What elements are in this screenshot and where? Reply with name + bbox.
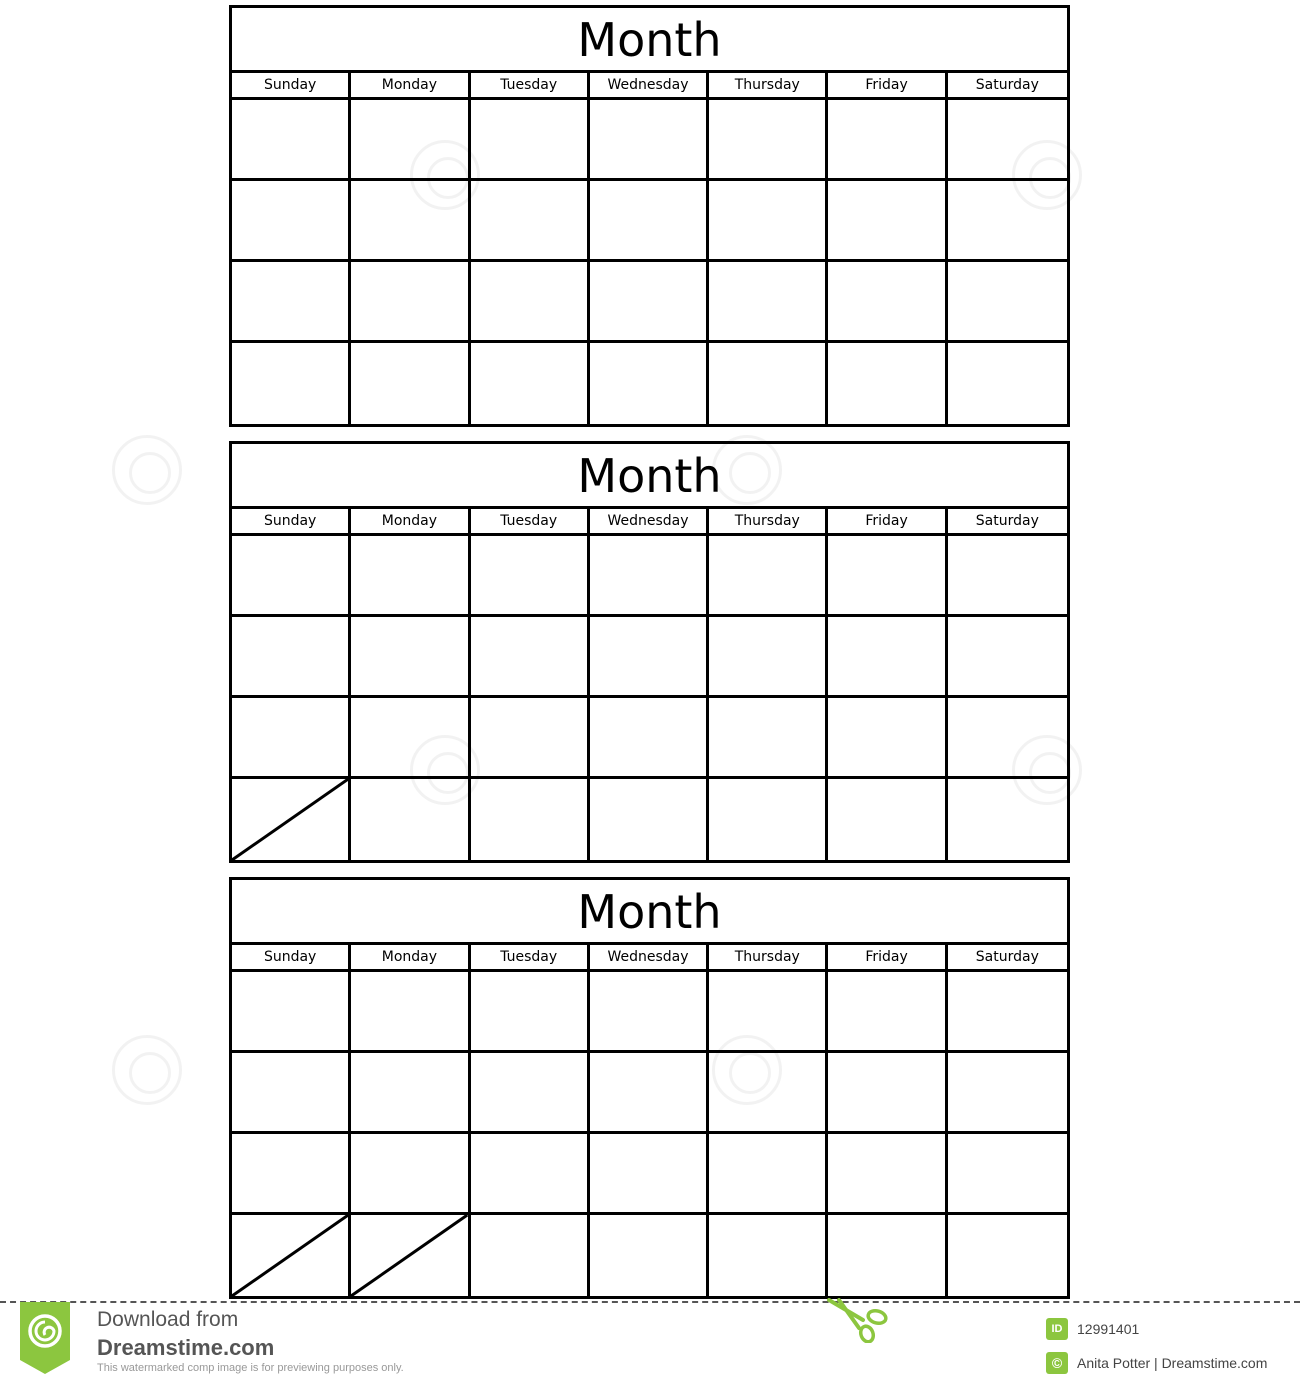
day-cell — [351, 262, 470, 343]
dreamstime-logo-icon — [20, 1302, 70, 1374]
day-cell — [351, 1053, 470, 1134]
day-cell — [948, 100, 1067, 181]
day-cell — [948, 1053, 1067, 1134]
day-cell — [590, 779, 709, 860]
day-cell — [590, 1134, 709, 1215]
day-cell — [828, 181, 947, 262]
watermark-spiral-icon — [112, 1035, 182, 1105]
day-cell — [828, 698, 947, 779]
day-cell — [828, 1053, 947, 1134]
calendar-grid — [232, 536, 1067, 860]
split-day-cell — [232, 1215, 351, 1296]
cut-line — [0, 1301, 1300, 1303]
weekday-tuesday: Tuesday — [471, 945, 590, 969]
day-cell — [828, 617, 947, 698]
weekday-friday: Friday — [828, 73, 947, 97]
day-cell — [590, 536, 709, 617]
calendar-title: Month — [232, 444, 1067, 509]
calendar-2 — [229, 441, 1070, 863]
copyright-icon: © — [1046, 1352, 1068, 1374]
day-cell — [351, 181, 470, 262]
id-icon: ID — [1046, 1318, 1068, 1340]
day-cell — [709, 1053, 828, 1134]
day-cell — [351, 100, 470, 181]
day-cell — [471, 698, 590, 779]
day-cell — [232, 262, 351, 343]
weekday-thursday: Thursday — [709, 509, 828, 533]
day-cell — [948, 181, 1067, 262]
day-cell — [948, 1215, 1067, 1296]
day-cell — [351, 779, 470, 860]
weekday-header — [232, 945, 1067, 972]
day-cell — [471, 181, 590, 262]
day-cell — [948, 779, 1067, 860]
diagonal-divider — [232, 1215, 348, 1296]
calendar-grid — [232, 100, 1067, 424]
weekday-saturday: Saturday — [975, 949, 1039, 965]
day-cell — [351, 617, 470, 698]
weekday-monday: Monday — [351, 73, 470, 97]
day-cell — [590, 972, 709, 1053]
weekday-monday: Monday — [351, 509, 470, 533]
day-cell — [232, 1134, 351, 1215]
day-cell — [709, 181, 828, 262]
day-cell — [590, 617, 709, 698]
credit-text: Anita Potter | Dreamstime.com — [1077, 1355, 1268, 1371]
day-cell — [709, 1134, 828, 1215]
day-cell — [590, 343, 709, 424]
weekday-header — [232, 509, 1067, 536]
weekday-wednesday: Wednesday — [590, 509, 709, 533]
calendar-title: Month — [232, 8, 1067, 73]
day-cell — [709, 262, 828, 343]
diagonal-divider — [351, 1215, 467, 1296]
day-cell — [828, 972, 947, 1053]
split-day-cell — [232, 779, 351, 860]
day-cell — [471, 262, 590, 343]
day-cell — [948, 972, 1067, 1053]
day-cell — [232, 617, 351, 698]
site-name[interactable]: Dreamstime.com — [97, 1335, 275, 1360]
weekday-tuesday: Tuesday — [471, 73, 590, 97]
weekday-saturday: Saturday — [975, 513, 1039, 529]
weekday-sunday: Sunday — [232, 73, 351, 97]
day-cell — [828, 100, 947, 181]
day-cell — [471, 1215, 590, 1296]
scissors-icon — [825, 1298, 895, 1343]
day-cell — [948, 617, 1067, 698]
calendar-grid — [232, 972, 1067, 1296]
day-cell — [471, 536, 590, 617]
day-cell — [471, 617, 590, 698]
weekday-header — [232, 73, 1067, 100]
day-cell — [948, 1134, 1067, 1215]
day-cell — [232, 698, 351, 779]
day-cell — [590, 100, 709, 181]
day-cell — [471, 100, 590, 181]
day-cell — [709, 536, 828, 617]
weekday-wednesday: Wednesday — [590, 945, 709, 969]
day-cell — [709, 972, 828, 1053]
day-cell — [709, 100, 828, 181]
day-cell — [471, 1134, 590, 1215]
day-cell — [948, 343, 1067, 424]
day-cell — [471, 343, 590, 424]
day-cell — [948, 262, 1067, 343]
weekday-saturday: Saturday — [975, 77, 1039, 93]
weekday-monday: Monday — [351, 945, 470, 969]
weekday-friday: Friday — [828, 509, 947, 533]
day-cell — [590, 698, 709, 779]
day-cell — [709, 698, 828, 779]
day-cell — [471, 779, 590, 860]
day-cell — [828, 536, 947, 617]
day-cell — [351, 1134, 470, 1215]
day-cell — [828, 779, 947, 860]
day-cell — [590, 1215, 709, 1296]
day-cell — [828, 1134, 947, 1215]
day-cell — [709, 343, 828, 424]
day-cell — [828, 262, 947, 343]
day-cell — [709, 779, 828, 860]
weekday-thursday: Thursday — [709, 945, 828, 969]
day-cell — [351, 972, 470, 1053]
weekday-wednesday: Wednesday — [590, 73, 709, 97]
day-cell — [590, 181, 709, 262]
weekday-friday: Friday — [828, 945, 947, 969]
watermark-note: This watermarked comp image is for previewing purposes only. — [97, 1362, 404, 1374]
weekday-tuesday: Tuesday — [471, 509, 590, 533]
calendar-1 — [229, 5, 1070, 427]
weekday-sunday: Sunday — [232, 509, 351, 533]
day-cell — [948, 698, 1067, 779]
download-from-text: Download from — [97, 1308, 239, 1331]
day-cell — [351, 698, 470, 779]
split-day-cell — [351, 1215, 470, 1296]
image-id: 12991401 — [1077, 1321, 1140, 1337]
day-cell — [232, 100, 351, 181]
day-cell — [232, 181, 351, 262]
day-cell — [828, 1215, 947, 1296]
day-cell — [590, 1053, 709, 1134]
day-cell — [709, 617, 828, 698]
day-cell — [351, 536, 470, 617]
day-cell — [232, 1053, 351, 1134]
day-cell — [590, 262, 709, 343]
day-cell — [232, 536, 351, 617]
diagonal-divider — [232, 779, 348, 860]
weekday-sunday: Sunday — [232, 945, 351, 969]
day-cell — [709, 1215, 828, 1296]
day-cell — [351, 343, 470, 424]
day-cell — [471, 1053, 590, 1134]
day-cell — [232, 343, 351, 424]
day-cell — [471, 972, 590, 1053]
watermark-spiral-icon — [112, 435, 182, 505]
day-cell — [232, 972, 351, 1053]
calendar-title: Month — [232, 880, 1067, 945]
weekday-thursday: Thursday — [709, 73, 828, 97]
day-cell — [948, 536, 1067, 617]
calendar-3 — [229, 877, 1070, 1299]
day-cell — [828, 343, 947, 424]
